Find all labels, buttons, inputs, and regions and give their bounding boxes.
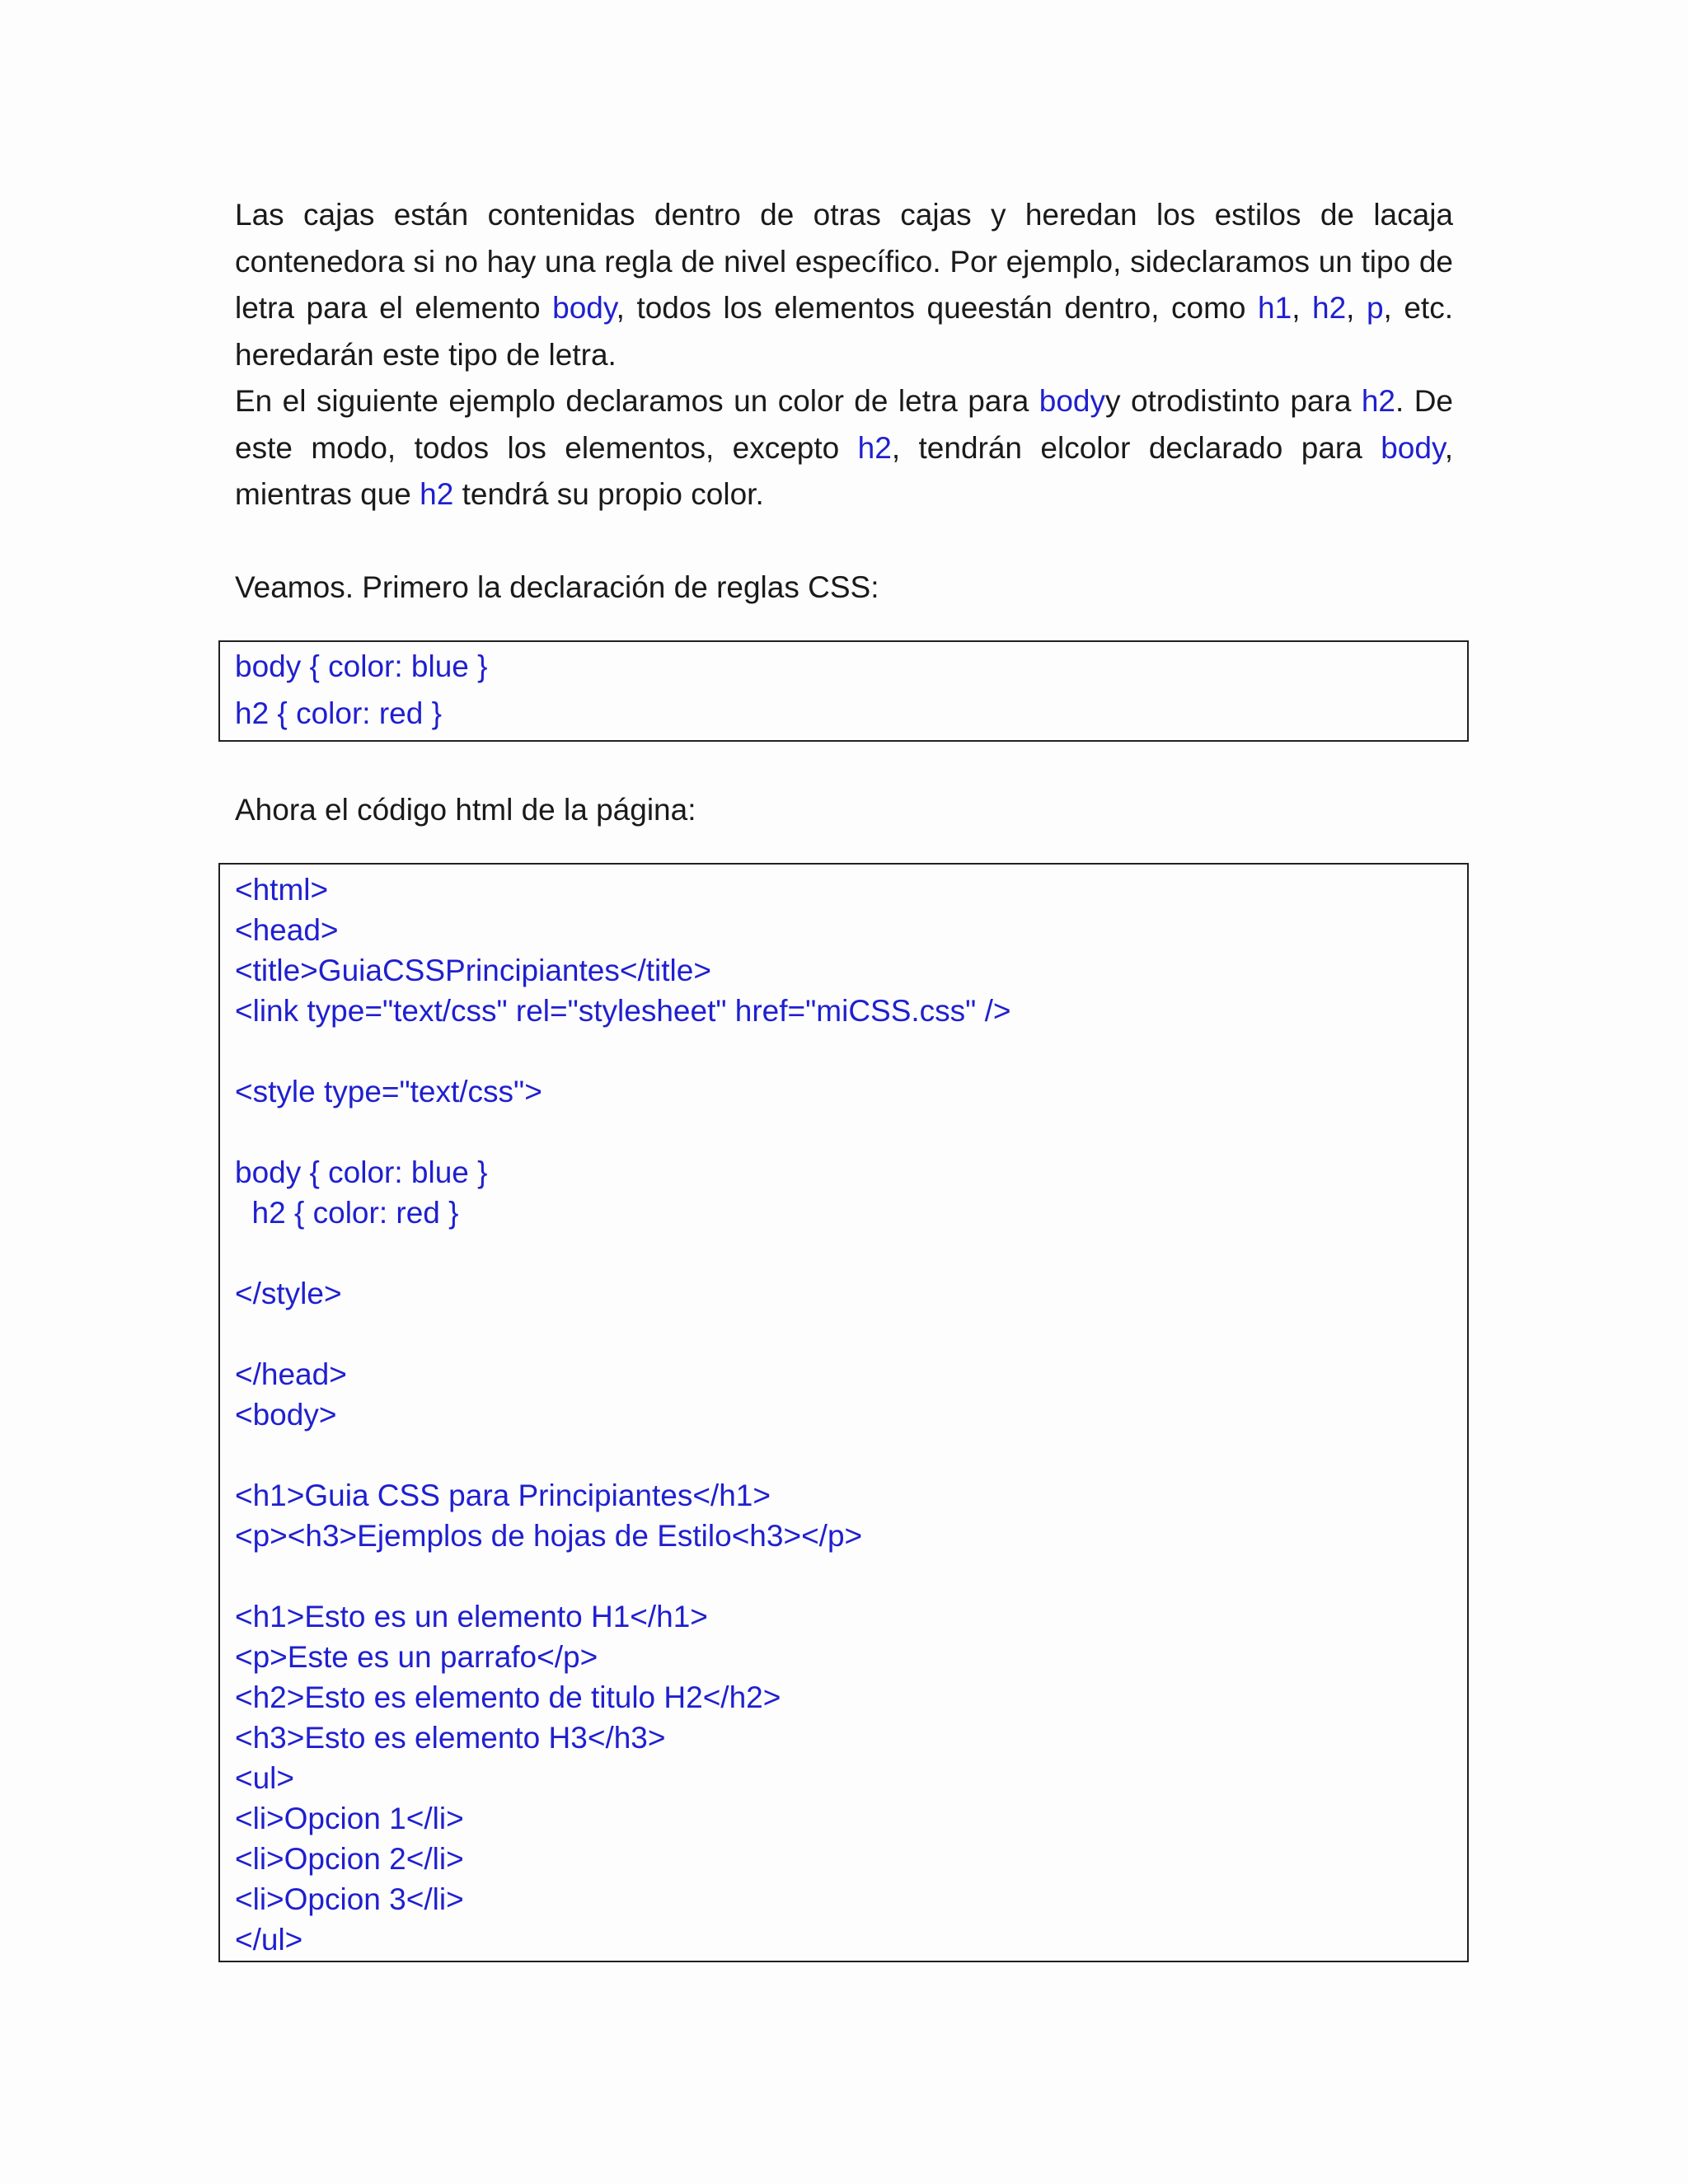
code-line: <p>Este es un parrafo</p> xyxy=(235,1640,598,1674)
text-run: tendrá su propio color. xyxy=(453,477,764,511)
text-run: , etc. xyxy=(1383,291,1453,325)
text-run: , tendrán elcolor declarado para xyxy=(891,430,1381,465)
code-line: h2 { color: red } xyxy=(235,1196,459,1230)
example-paragraph xyxy=(235,378,1453,518)
code-line: <h2>Esto es elemento de titulo H2</h2> xyxy=(235,1680,781,1714)
code-line: <h3>Esto es elemento H3</h3> xyxy=(235,1721,666,1755)
css-code-box xyxy=(218,640,1469,742)
paragraph-line: heredarán este tipo de letra. xyxy=(235,337,617,372)
code-line: body { color: blue } xyxy=(235,1155,488,1189)
code-line: <ul> xyxy=(235,1761,295,1795)
code-line: <h1>Esto es un elemento H1</h1> xyxy=(235,1600,708,1633)
code-line: </style> xyxy=(235,1277,342,1310)
code-line: </head> xyxy=(235,1357,347,1391)
code-line: </ul> xyxy=(235,1923,303,1957)
text-run: En el siguiente ejemplo declaramos un color de letra para xyxy=(235,384,1039,418)
paragraph-line xyxy=(235,425,1453,472)
code-line: <li>Opcion 1</li> xyxy=(235,1802,464,1835)
paragraph-line xyxy=(235,285,1453,332)
code-line: h2 { color: red } xyxy=(235,696,442,730)
keyword-p: p xyxy=(1366,291,1384,325)
text-run: letra para el elemento xyxy=(235,291,553,325)
text-run: , xyxy=(1292,291,1312,325)
code-line: <h1>Guia CSS para Principiantes</h1> xyxy=(235,1479,771,1512)
code-line: <html> xyxy=(235,873,329,907)
text-run: este modo, todos los elementos, excepto xyxy=(235,430,858,465)
keyword-h2: h2 xyxy=(1312,291,1347,325)
text-run: y otrodistinto para xyxy=(1105,384,1362,418)
code-line: <link type="text/css" rel="stylesheet" href="miCSS.css" /> xyxy=(235,994,1011,1028)
text-run: , todos los elementos queestán dentro, como xyxy=(616,291,1259,325)
text-run: , xyxy=(1444,430,1453,465)
code-line: body { color: blue } xyxy=(235,649,488,683)
code-line: <p><h3>Ejemplos de hojas de Estilo<h3></p> xyxy=(235,1519,863,1553)
paragraph-line: contenedora si no hay una regla de nivel específico. Por ejemplo, sideclaramos un tipo de xyxy=(235,244,1453,279)
html-intro-text xyxy=(235,787,1453,834)
keyword-h1: h1 xyxy=(1258,291,1292,325)
paragraph-line: Ahora el código html de la página: xyxy=(235,793,696,827)
code-line: <title>GuiaCSSPrincipiantes</title> xyxy=(235,954,711,987)
paragraph-line xyxy=(235,378,1453,425)
intro-paragraph xyxy=(235,192,1453,378)
code-line: <style type="text/css"> xyxy=(235,1075,542,1108)
code-line: <head> xyxy=(235,913,339,947)
paragraph-line xyxy=(235,471,1453,518)
paragraph-line: Veamos. Primero la declaración de reglas CSS: xyxy=(235,570,879,604)
text-run: mientras que xyxy=(235,477,420,511)
keyword-h2: h2 xyxy=(420,477,454,511)
keyword-body: body xyxy=(1381,430,1445,465)
keyword-body: body xyxy=(1039,384,1106,418)
keyword-h2: h2 xyxy=(857,430,892,465)
text-run: . De xyxy=(1395,384,1454,418)
keyword-body: body xyxy=(552,291,617,325)
keyword-h2: h2 xyxy=(1361,384,1395,418)
text-run: , xyxy=(1346,291,1367,325)
html-code-box xyxy=(218,863,1469,1962)
code-line: <li>Opcion 3</li> xyxy=(235,1882,464,1916)
css-intro-text xyxy=(235,565,1453,612)
paragraph-line: Las cajas están contenidas dentro de otras cajas y heredan los estilos de lacaja xyxy=(235,198,1453,232)
code-line: <body> xyxy=(235,1398,337,1432)
code-line: <li>Opcion 2</li> xyxy=(235,1842,464,1876)
